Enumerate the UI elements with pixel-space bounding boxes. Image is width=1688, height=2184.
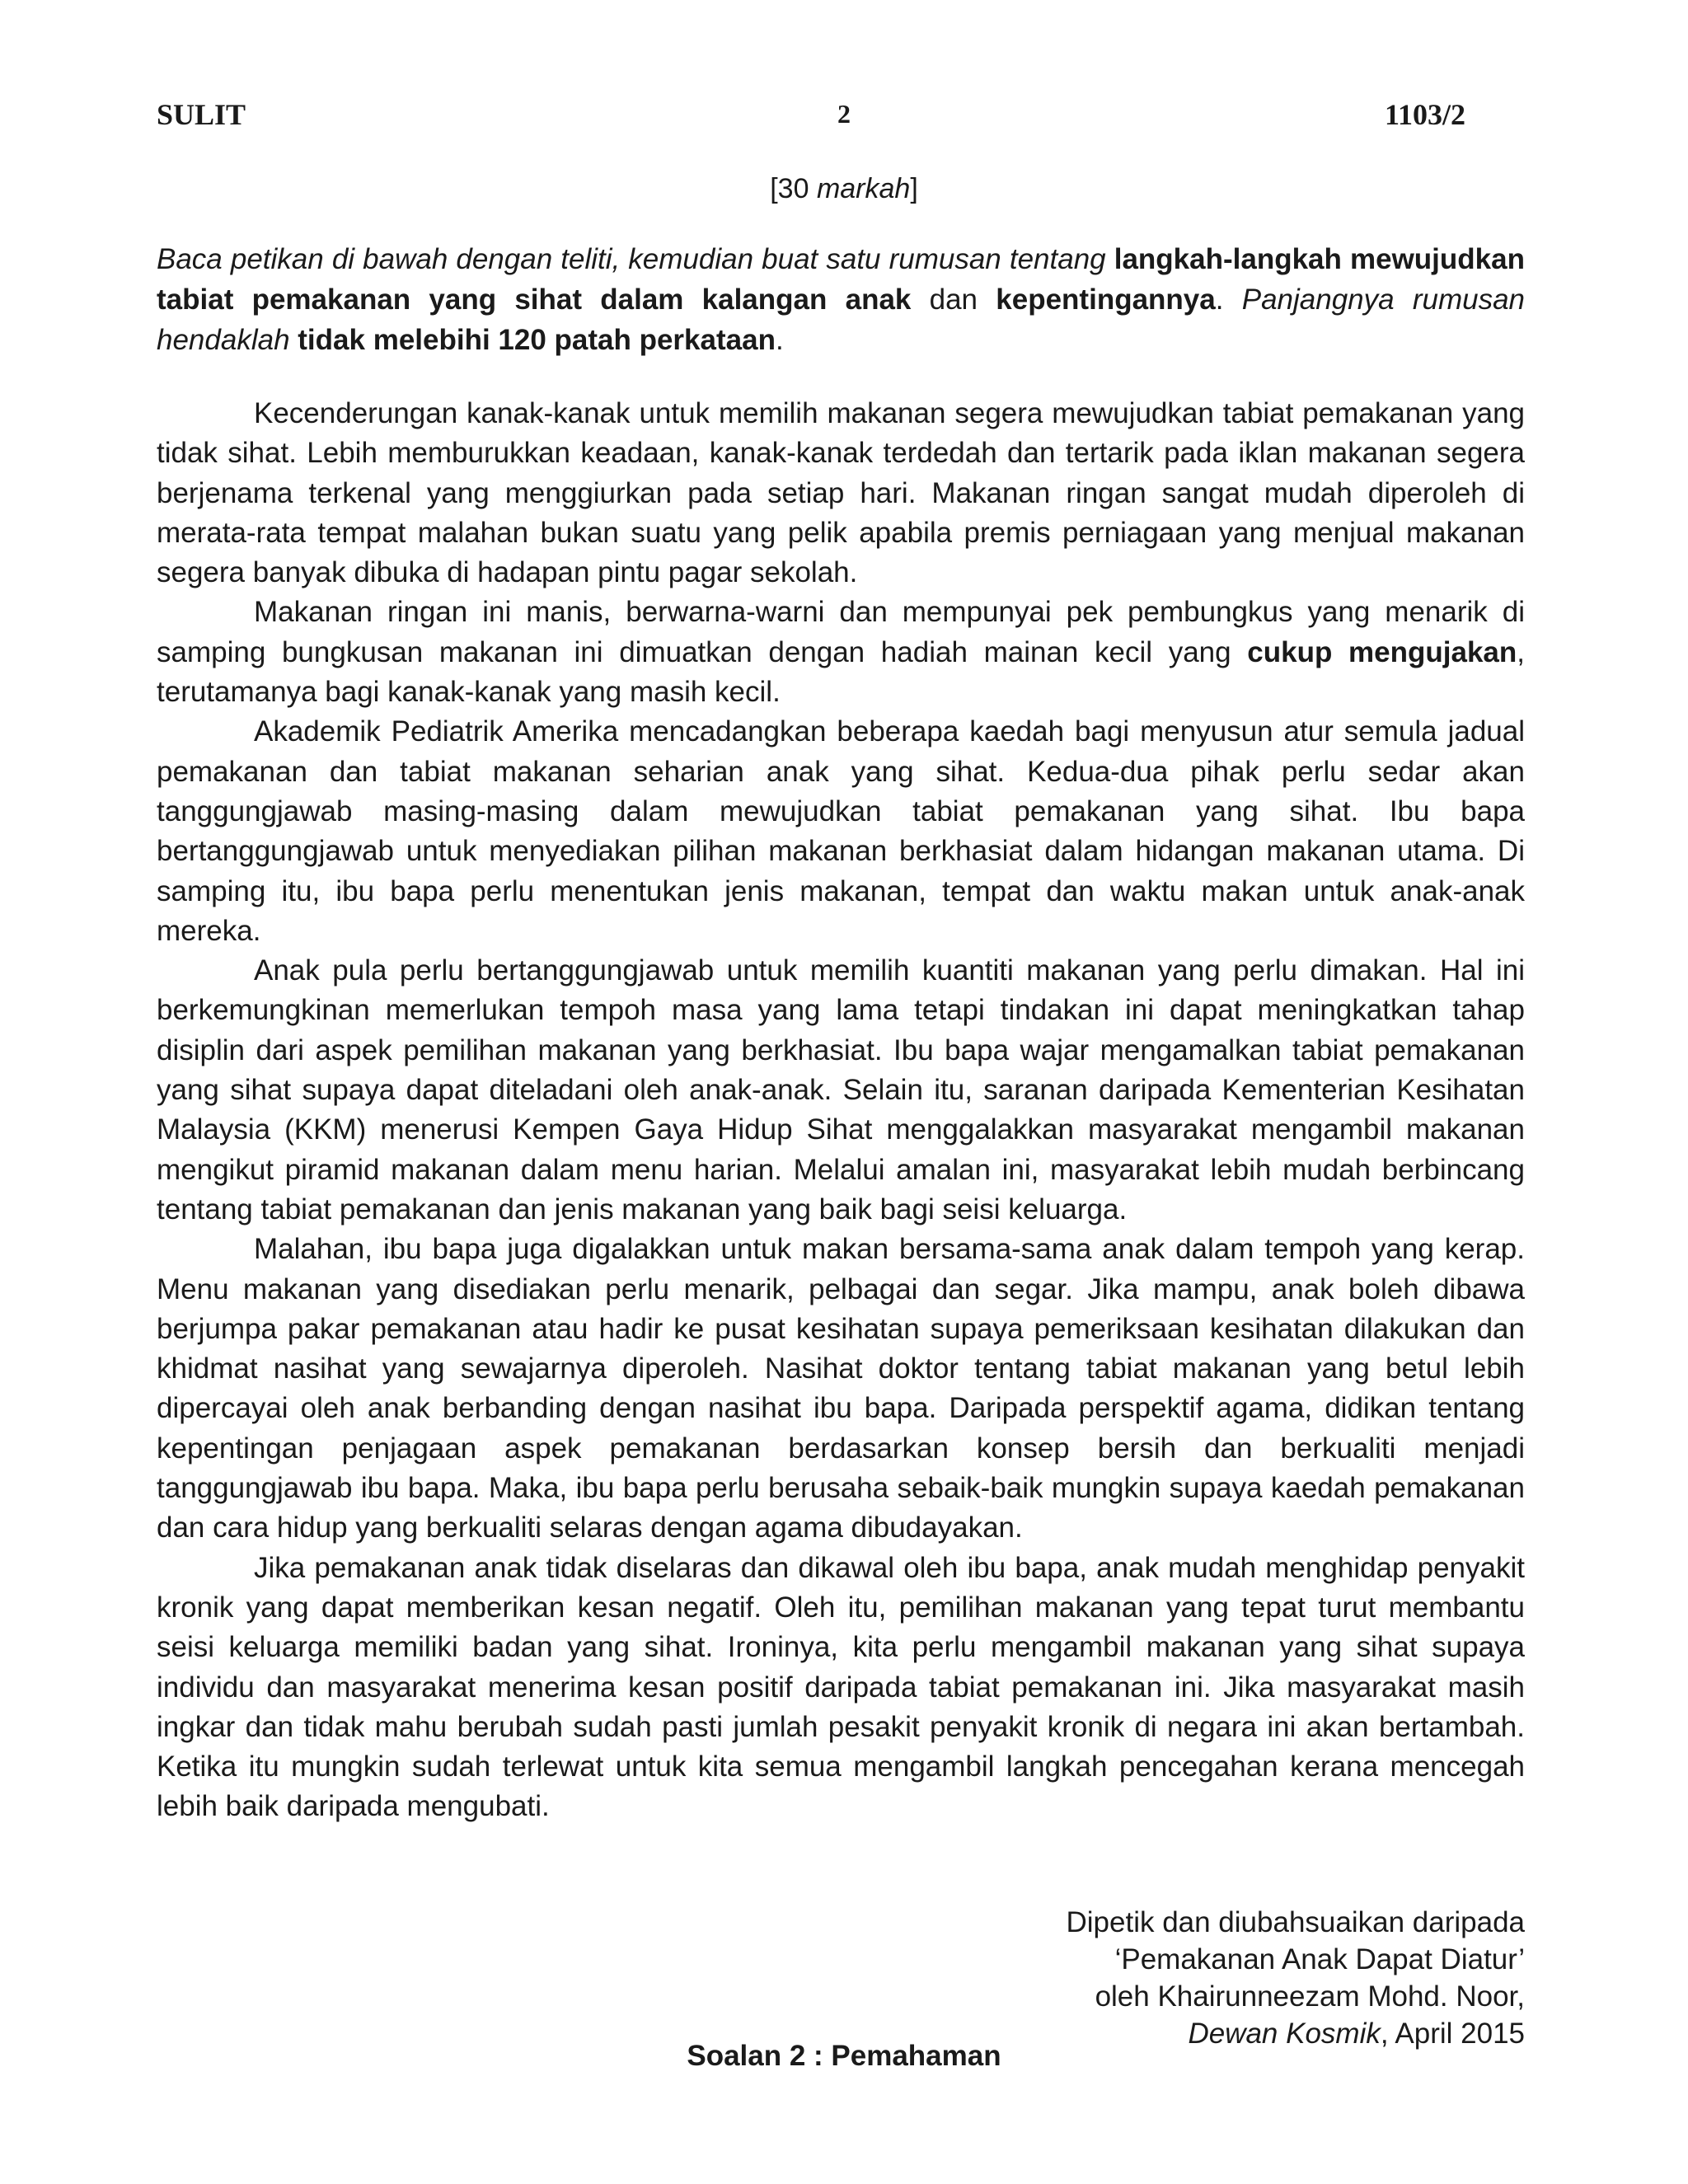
source-line-2: ‘Pemakanan Anak Dapat Diatur’ — [1114, 1943, 1525, 1975]
source-date: , April 2015 — [1380, 2018, 1525, 2050]
paragraph-2-bold: cukup mengujakan — [1247, 635, 1517, 668]
source-citation — [1066, 1904, 1525, 2052]
instruction-plain2: . — [1215, 284, 1224, 316]
passage-paragraph-2 — [157, 593, 1525, 712]
marks-open: [30 — [770, 173, 817, 204]
source-line-1: Dipetik dan diubahsuaikan daripada — [1066, 1906, 1525, 1938]
page-number: 2 — [837, 99, 851, 129]
marks-word: markah — [816, 173, 911, 204]
instruction-plain3: . — [775, 324, 784, 356]
source-publication: Dewan Kosmik — [1188, 2018, 1381, 2050]
marks-close: ] — [910, 173, 918, 204]
instruction-plain1: dan — [929, 284, 978, 316]
paragraph-2-text-c: , terutamanya bagi kanak-kanak yang masih kecil. — [157, 635, 1525, 709]
marks-allocation — [0, 173, 1688, 205]
passage-paragraph-1: Kecenderungan kanak-kanak untuk memilih makanan segera mewujudkan tabiat pemakanan yang tidak sihat. Lebih memburukkan keadaan, kanak-kanak terdedah dan tertarik pada iklan makanan segera berjenama terkenal yang menggiurkan pada setiap hari. Makanan ringan sangat mudah diperoleh di merata-rata tempat malahan bukan suatu yang pelik apabila premis perniagaan yang menjual makanan segera banyak dibuka di hadapan pintu pagar sekolah. — [157, 397, 1525, 589]
passage-paragraph-3: Akademik Pediatrik Amerika mencadangkan beberapa kaedah bagi menyusun atur semula jadual pemakanan dan tabiat makanan seharian anak yang sihat. Kedua-dua pihak perlu sedar akan tanggungjawab masing-masing dalam mewujudkan tabiat pemakanan yang sihat. Ibu bapa bertanggungjawab untuk menyediakan pilihan makanan berkhasiat dalam hidangan makanan utama. Di samping itu, ibu bapa perlu menentukan jenis makanan, tempat dan waktu makan untuk anak-anak mereka. — [157, 715, 1525, 947]
passage-paragraph-5: Malahan, ibu bapa juga digalakkan untuk makan bersama-sama anak dalam tempoh yang kerap. Menu makanan yang disediakan perlu menarik, pelbagai dan segar. Jika mampu, anak boleh dibawa berjumpa pakar pemakanan atau hadir ke pusat kesihatan supaya pemeriksaan kesihatan dilakukan dan khidmat nasihat yang sewajarnya diperoleh. Nasihat doktor tentang tabiat makanan yang betul lebih dipercayai oleh anak berbanding dengan nasihat ibu bapa. Daripada perspektif agama, didikan tentang kepentingan penjagaan aspek pemakanan berdasarkan konsep bersih dan berkualiti menjadi tanggungjawab ibu bapa. Maka, ibu bapa perlu berusaha sebaik-baik mungkin supaya kaedah pemakanan dan cara hidup yang berkualiti selaras dengan agama dibudayakan. — [157, 1233, 1525, 1544]
reading-passage — [157, 394, 1525, 1827]
instruction-bold2: kepentingannya — [996, 284, 1216, 316]
instruction-part1: Baca petikan di bawah dengan teliti, kemudian buat satu rumusan tentang — [157, 243, 1106, 275]
passage-paragraph-6: Jika pemakanan anak tidak diselaras dan dikawal oleh ibu bapa, anak mudah menghidap penyakit kronik yang dapat memberikan kesan negatif. Oleh itu, pemilihan makanan yang tepat turut membantu seisi keluarga memiliki badan yang sihat. Ironinya, kita perlu mengambil makanan yang sihat supaya individu dan masyarakat menerima kesan positif daripada tabiat pemakanan ini. Jika masyarakat masih ingkar dan tidak mahu berubah sudah pasti jumlah pesakit penyakit kronik di negara ini akan bertambah. Ketika itu mungkin sudah terlewat untuk kita semua mengambil langkah pencegahan kerana mencegah lebih baik daripada mengubati. — [157, 1551, 1525, 1823]
instruction-italic2: Panjangnya rumusan hendaklah — [157, 284, 1526, 356]
source-line-3: oleh Khairunneezam Mohd. Noor, — [1095, 1980, 1525, 2013]
paragraph-2-text-a: Makanan ringan ini manis, berwarna-warni dan mempunyai pek pembungkus yang menarik di samping bungkusan makanan ini dimuatkan dengan hadiah mainan kecil yang — [157, 596, 1525, 668]
instruction-bold1: langkah-langkah mewujudkan tabiat pemakanan yang sihat dalam kalangan anak — [157, 243, 1525, 316]
paper-code: 1103/2 — [1384, 98, 1465, 131]
instruction-text — [157, 239, 1525, 360]
passage-paragraph-4: Anak pula perlu bertanggungjawab untuk memilih kuantiti makanan yang perlu dimakan. Hal ini berkemungkinan memerlukan tempoh masa yang lama tetapi tindakan ini dapat meningkatkan tahap disiplin dari aspek pemilihan makanan yang berkhasiat. Ibu bapa wajar mengamalkan tabiat pemakanan yang sihat supaya dapat diteladani oleh anak-anak. Selain itu, saranan daripada Kementerian Kesihatan Malaysia (KKM) menerusi Kempen Gaya Hidup Sihat menggalakkan masyarakat mengambil makanan mengikut piramid makanan dalam menu harian. Melalui amalan ini, masyarakat lebih mudah berbincang tentang tabiat pemakanan dan jenis makanan yang baik bagi seisi keluarga. — [157, 954, 1525, 1226]
instruction-bold3: tidak melebihi 120 patah perkataan — [298, 324, 776, 356]
question-title: Soalan 2 : Pemahaman — [687, 2040, 1001, 2072]
confidential-label: SULIT — [157, 98, 246, 131]
